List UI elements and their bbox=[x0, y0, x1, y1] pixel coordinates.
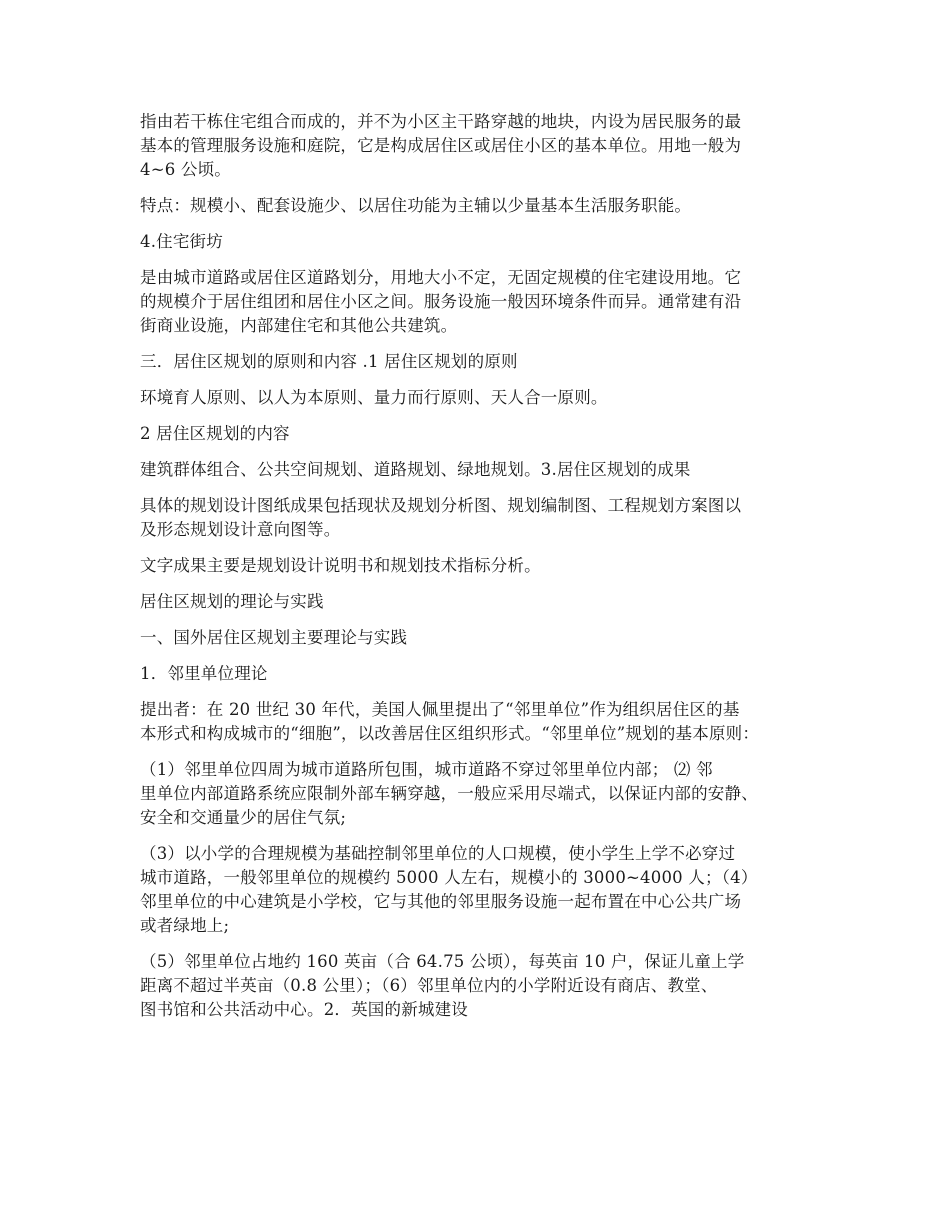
text-line: 环境育人原则、以人为本原则、量力而行原则、天人合一原则。 bbox=[140, 388, 608, 407]
paragraph bbox=[140, 266, 840, 338]
paragraph bbox=[140, 494, 840, 542]
text-line: 提出者：在 20 世纪 30 年代，美国人佩里提出了“邻里单位”作为组织居住区的基 bbox=[140, 700, 740, 719]
paragraph bbox=[140, 842, 840, 938]
text-line: 里单位内部道路系统应限制外部车辆穿越，一般应采用尽端式，以保证内部的安静、 bbox=[140, 784, 758, 803]
text-line: 建筑群体组合、公共空间规划、道路规划、绿地规划。3.居住区规划的成果 bbox=[140, 460, 691, 479]
paragraph bbox=[140, 422, 840, 446]
text-line: 安全和交通量少的居住气氛; bbox=[140, 808, 347, 827]
text-line: 图书馆和公共活动中心。2．英国的新城建设 bbox=[140, 1000, 468, 1019]
text-line: 基本的管理服务设施和庭院，它是构成居住区或居住小区的基本单位。用地一般为 bbox=[140, 136, 742, 155]
text-line: 具体的规划设计图纸成果包括现状及规划分析图、规划编制图、工程规划方案图以 bbox=[140, 496, 742, 515]
text-line: 4.住宅街坊 bbox=[140, 232, 223, 251]
paragraph bbox=[140, 662, 840, 686]
paragraph bbox=[140, 698, 840, 746]
text-line: 2 居住区规划的内容 bbox=[140, 424, 290, 443]
paragraph bbox=[140, 194, 840, 218]
text-line: 的规模介于居住组团和居住小区之间。服务设施一般因环境条件而异。通常建有沿 bbox=[140, 292, 742, 311]
paragraph bbox=[140, 386, 840, 410]
paragraph bbox=[140, 554, 840, 578]
paragraph bbox=[140, 230, 840, 254]
text-line: 或者绿地上; bbox=[140, 916, 230, 935]
text-line: （5）邻里单位占地约 160 英亩（合 64.75 公顷），每英亩 10 户，保证儿童上学 bbox=[140, 952, 745, 971]
paragraph bbox=[140, 458, 840, 482]
text-line: 本形式和构成城市的“细胞”，以改善居住区组织形式。“邻里单位”规划的基本原则： bbox=[140, 724, 760, 743]
paragraph bbox=[140, 758, 840, 830]
text-line: 及形态规划设计意向图等。 bbox=[140, 520, 341, 539]
text-line: （1）邻里单位四周为城市道路所包围，城市道路不穿过邻里单位内部； ⑵ 邻 bbox=[140, 760, 713, 779]
paragraph bbox=[140, 950, 840, 1022]
text-line: 文字成果主要是规划设计说明书和规划技术指标分析。 bbox=[140, 556, 541, 575]
text-line: 邻里单位的中心建筑是小学校，它与其他的邻里服务设施一起布置在中心公共广场 bbox=[140, 892, 742, 911]
text-line: 街商业设施，内部建住宅和其他公共建筑。 bbox=[140, 316, 458, 335]
text-line: 是由城市道路或居住区道路划分，用地大小不定，无固定规模的住宅建设用地。它 bbox=[140, 268, 742, 287]
text-line: 4~6 公顷。 bbox=[140, 160, 231, 179]
text-line: 距离不超过半英亩（0.8 公里）；（6）邻里单位内的小学附近设有商店、教堂、 bbox=[140, 976, 718, 995]
text-line: 指由若干栋住宅组合而成的，并不为小区主干路穿越的地块，内设为居民服务的最 bbox=[140, 112, 742, 131]
text-line: 三．居住区规划的原则和内容 .1 居住区规划的原则 bbox=[140, 352, 518, 371]
text-line: 1．邻里单位理论 bbox=[140, 664, 268, 683]
paragraph bbox=[140, 590, 840, 614]
paragraph bbox=[140, 626, 840, 650]
paragraph bbox=[140, 350, 840, 374]
text-line: （3）以小学的合理规模为基础控制邻里单位的人口规模，使小学生上学不必穿过 bbox=[140, 844, 736, 863]
paragraph bbox=[140, 110, 840, 182]
document-body bbox=[140, 110, 840, 1034]
text-line: 居住区规划的理论与实践 bbox=[140, 592, 324, 611]
text-line: 特点：规模小、配套设施少、以居住功能为主辅以少量基本生活服务职能。 bbox=[140, 196, 692, 215]
text-line: 城市道路，一般邻里单位的规模约 5000 人左右，规模小的 3000~4000 人；（4） bbox=[140, 868, 758, 887]
text-line: 一、国外居住区规划主要理论与实践 bbox=[140, 628, 408, 647]
